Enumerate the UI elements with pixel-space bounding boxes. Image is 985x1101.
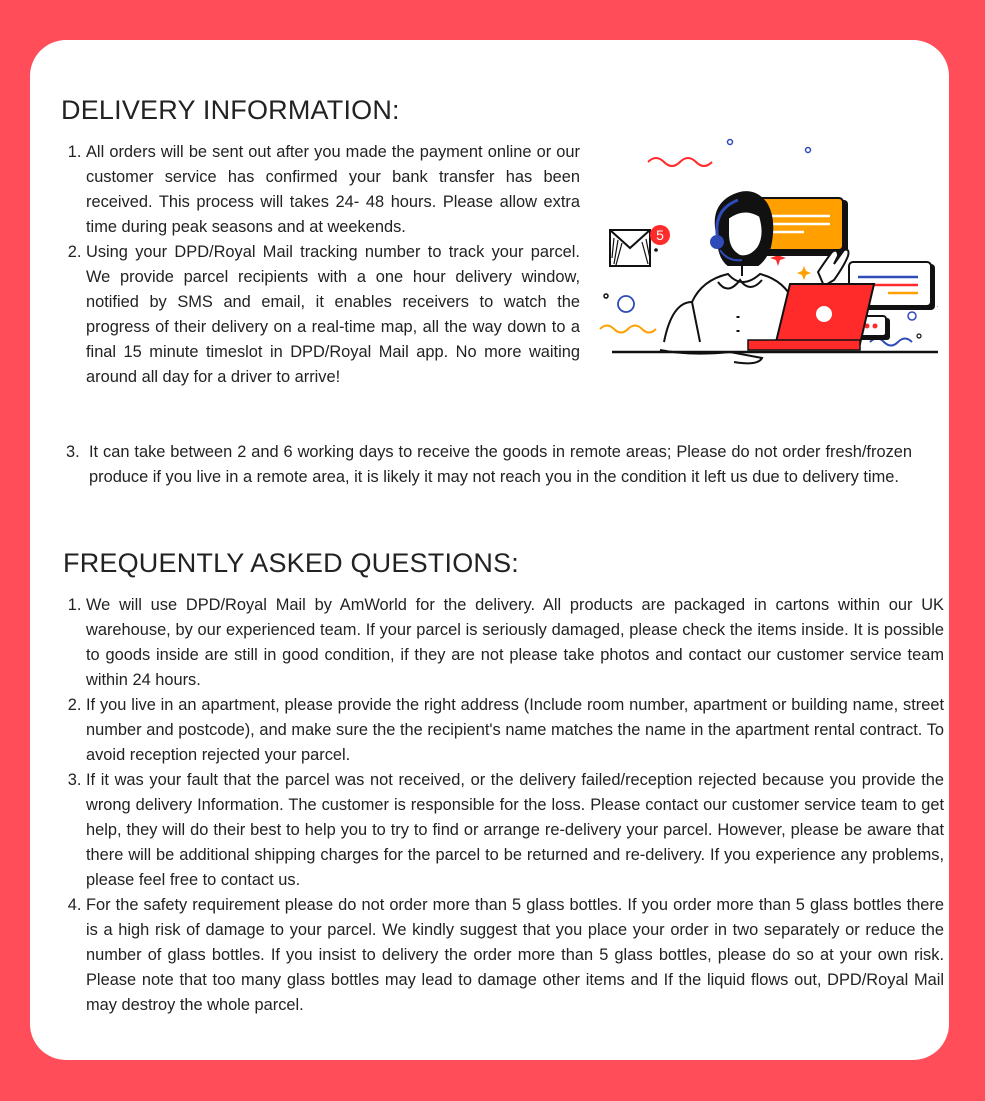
list-item: 3. If it was your fault that the parcel was not received, or the delivery failed/reception rejected because you provide the wrong delivery Information. The customer is responsible for the loss. Please contact our customer service team to get help, they will do their best to help you to try to find or arrange re-delivery your parcel. However, please be aware that there will be additional shipping charges for the parcel to be returned and re-delivery. If you experience any problems, please feel free to contact us.	[86, 768, 944, 893]
mail-badge-count: 5	[656, 227, 664, 243]
list-item: 1. All orders will be sent out after you made the payment online or our customer service has confirmed your bank transfer has been received. This process will takes 24- 48 hours. Please allow extra time during peak seasons and at weekends.	[86, 140, 580, 240]
faq-list	[60, 593, 944, 1018]
squiggle-red	[648, 158, 712, 166]
customer-service-illustration	[568, 132, 938, 392]
faq-heading: FREQUENTLY ASKED QUESTIONS:	[63, 548, 520, 578]
content-card	[30, 40, 949, 1060]
sparkle-orange	[797, 266, 811, 280]
list-item: 2. If you live in an apartment, please provide the right address (Include room number, apartment or building name, street number and postcode), and make sure the the recipient's name matches the name in the apartment rental contract. To avoid reception rejected your parcel.	[86, 693, 944, 768]
squiggle-orange	[600, 326, 656, 333]
list-item: 4. For the safety requirement please do not order more than 5 glass bottles. If you order more than 5 glass bottles there is a high risk of damage to your parcel. We kindly suggest that you place your order in two separately or reduce the number of glass bottles. If you insist to delivery the order more than 5 glass bottles, please do so at your own risk. Please note that too many glass bottles may lead to damage other items and If the liquid flows out, DPD/Royal Mail may destroy the whole parcel.	[86, 893, 944, 1018]
list-item-text: It can take between 2 and 6 working days to receive the goods in remote areas; Please do not order fresh/frozen produce if you live in a remote area, it is likely it may not reach you in the condition it left us due to delivery time.	[89, 443, 912, 486]
list-item: 2. Using your DPD/Royal Mail tracking number to track your parcel. We provide parcel recipients with a one hour delivery window, notified by SMS and email, it enables receivers to watch the progress of their delivery on a real-time map, all the way down to a final 15 minute timeslot in DPD/Royal Mail app. No more waiting around all day for a driver to arrive!	[86, 240, 580, 390]
list-item	[66, 440, 912, 490]
delivery-info-heading: DELIVERY INFORMATION:	[61, 95, 400, 125]
list-item: 1. We will use DPD/Royal Mail by AmWorld for the delivery. All products are packaged in cartons within our UK warehouse, by our experienced team. If your parcel is seriously damaged, please check the items inside. It is possible to goods inside are still in good condition, if they are not please take photos and contact our customer service team within 24 hours.	[86, 593, 944, 693]
list-item-number: 3.	[66, 443, 80, 461]
delivery-info-list	[60, 140, 580, 390]
